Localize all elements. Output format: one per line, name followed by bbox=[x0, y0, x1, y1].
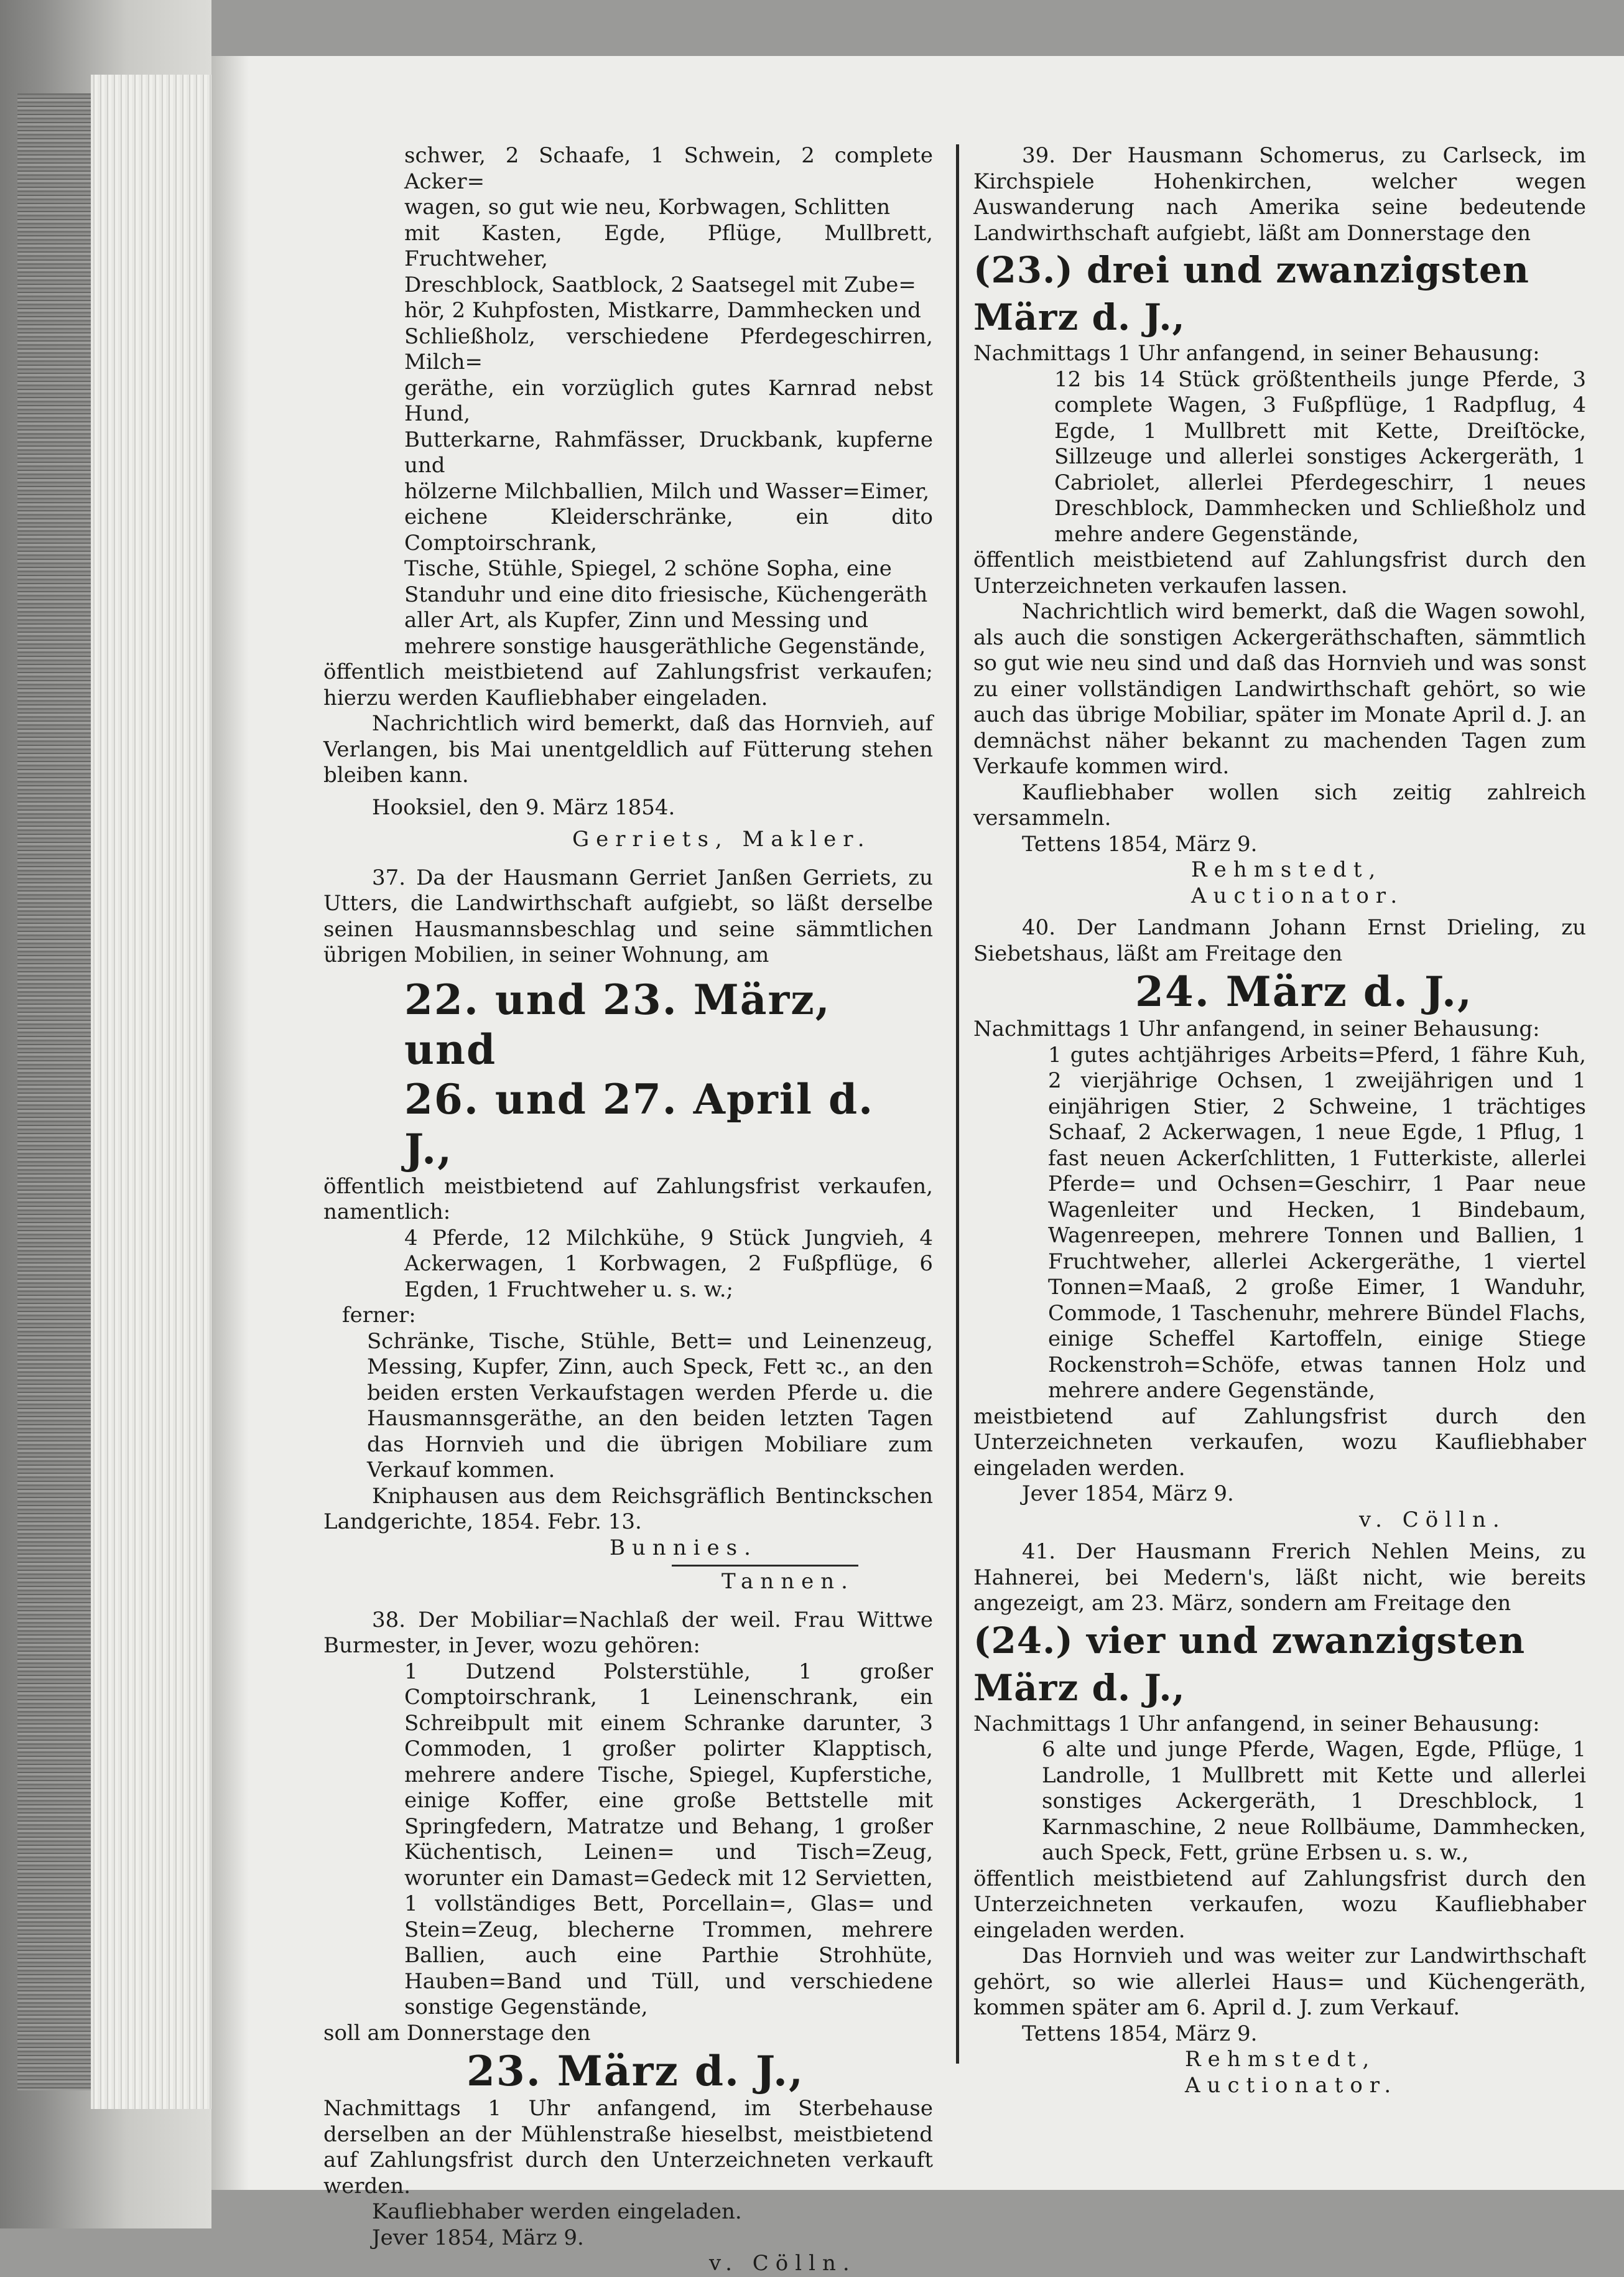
ad38-sale-line: Nachmittags 1 Uhr anfangend, im Sterbehause derselben an der Mühlenstraße hieselbst, meistbietend auf Zahlungsfrist durch den Unterzeichneten verkauft werden. bbox=[323, 2096, 933, 2199]
ad37-items: 4 Pferde, 12 Milchkühe, 9 Stück Jungvieh, 4 Ackerwagen, 1 Korbwagen, 2 Fußpflüge, 6 Egden, 1 Fruchtweher u. s. w.; bbox=[404, 1225, 933, 1302]
intro-line: wagen, so gut wie neu, Korbwagen, Schlitten bbox=[404, 195, 891, 220]
ad37-heading-2: 26. und 27. April d. J., bbox=[404, 1074, 875, 1173]
intro-line: eichene Kleiderschränke, ein dito Comptoirschrank, bbox=[404, 505, 933, 556]
ad39-invite: Kaufliebhaber wollen sich zeitig zahlreich versammeln. bbox=[973, 780, 1586, 831]
right-column bbox=[973, 143, 1586, 2098]
ad41-note: Das Hornvieh und was weiter zur Landwirthschaft gehört, so wie allerlei Haus= und Küchengeräth, kommen später am 6. April d. J. zum Verkauf. bbox=[973, 1944, 1586, 2020]
ad39-date: Tettens 1854, März 9. bbox=[1022, 831, 1258, 857]
gutter-shadow bbox=[211, 56, 249, 2190]
ad38-signature: v. Cölln. bbox=[709, 2251, 856, 2276]
intro-line: aller Art, als Kupfer, Zinn und Messing und bbox=[404, 608, 869, 633]
ad39-items: 12 bis 14 Stück größtentheils junge Pferde, 3 complete Wagen, 3 Fußpflüge, 1 Radpflug, 4 Egde, 1 Mullbrett mit Kette, Dreiſtöcke, Sillzeuge und allerlei sonstiges Ackergeräth, 1 Cabriolet, allerlei Pferdegeschirr, 1 neues Dreschblock, Dammhecken und Schließholz und mehre andere Gegenstände, bbox=[1054, 366, 1586, 547]
left-column bbox=[323, 143, 933, 2277]
ad39-note: Nachrichtlich wird bemerkt, daß die Wagen sowohl, als auch die sonstigen Ackergeräthschaften, sämmtlich so gut wie neu sind und daß das Hornvieh und was sonst zu einer vollständigen Landwirthschaft gehört, so wie auch das übrige Mobiliar, später im Monate April d. J. an demnächst näher bekannt zu machenden Tagen zum Verkaufe kommen wird. bbox=[973, 599, 1586, 779]
intro-items bbox=[323, 143, 933, 659]
ad38-items: 1 Dutzend Polsterstühle, 1 großer Comptoirschrank, 1 Leinenschrank, ein Schreibpult mit einem Schranke darunter, 3 Commoden, 1 großer polirter Klapptisch, mehrere andere Tische, Spiegel, Kupferstiche, einige Koffer, eine große Bettstelle mit Springfedern, Matratze und Behang, 1 großer Küchentisch, Leinen= und Tisch=Zeug, worunter ein Damast=Gedeck mit 12 Servietten, 1 vollständiges Bett, Porcellain=, Glas= und Stein=Zeug, blecherne Trommen, mehrere Ballien, auch eine Parthie Strohhüte, Hauben=Band und Tüll, und verschiedene sonstige Gegenstände, bbox=[404, 1659, 933, 2019]
ad37-further: Schränke, Tische, Stühle, Bett= und Leinenzeug, Messing, Kupfer, Zinn, auch Speck, Fett ꝛc., an den beiden ersten Verkaufstagen werden Pferde u. die Hausmannsgeräthe, an den beiden letzten Tagen das Hornvieh und die übrigen Mobiliare zum Verkauf kommen. bbox=[367, 1328, 933, 1483]
intro-line: Standuhr und eine dito friesische, Küchengeräth bbox=[404, 582, 928, 607]
ad41-items: 6 alte und junge Pferde, Wagen, Egde, Pflüge, 1 Landrolle, 1 Mullbrett mit Kette und allerlei sonstiges Ackergeräth, 1 Dreschblock, 1 Karnmaschine, 2 neue Rollbäume, Dammhecken, auch Speck, Fett, grüne Erbsen u. s. w., bbox=[1042, 1737, 1586, 1865]
ad37-place: Kniphausen aus dem Reichsgräflich Bentinckschen Landgerichte, 1854. Febr. 13. bbox=[323, 1483, 933, 1534]
ad40-heading: 24. März d. J., bbox=[1135, 967, 1473, 1016]
intro-line: Schließholz, verschiedene Pferdegeschirren, Milch= bbox=[404, 324, 933, 375]
intro-line: schwer, 2 Schaafe, 1 Schwein, 2 complete Acker= bbox=[404, 143, 933, 194]
ad37-heading-1: 22. und 23. März, und bbox=[404, 975, 831, 1074]
ad38-heading: 23. März d. J., bbox=[466, 2047, 805, 2095]
ad41-signature: Rehmstedt, Auctionator. bbox=[1185, 2047, 1398, 2098]
page-leaves-edge bbox=[91, 75, 215, 2109]
ad38-invite: Kaufliebhaber werden eingeladen. bbox=[372, 2199, 742, 2224]
ad38-soll: soll am Donnerstage den bbox=[323, 2020, 591, 2046]
marbled-edge bbox=[17, 93, 91, 2090]
ad39-time: Nachmittags 1 Uhr anfangend, in seiner Behausung: bbox=[973, 341, 1540, 366]
intro-line: Tische, Stühle, Spiegel, 2 schöne Sopha, eine bbox=[404, 556, 892, 581]
ad40-date: Jever 1854, März 9. bbox=[1022, 1481, 1234, 1506]
column-divider bbox=[956, 144, 959, 2064]
intro-note: Nachrichtlich wird bemerkt, daß das Hornvieh, auf Verlangen, bis Mai unentgeldlich auf Fütterung stehen bleiben kann. bbox=[323, 711, 933, 788]
ad37-sale-line: öffentlich meistbietend auf Zahlungsfrist verkaufen, namentlich: bbox=[323, 1173, 933, 1224]
intro-line: hölzerne Milchballien, Milch und Wasser=Eimer, bbox=[404, 478, 930, 504]
intro-signature: Gerriets, Makler. bbox=[572, 827, 871, 852]
ad37-opening: 37. Da der Hausmann Gerriet Janßen Gerriets, zu Utters, die Landwirthschaft aufgiebt, so läßt derselbe seinen Hausmannsbeschlag und seine sämmtlichen übrigen Mobilien, in seiner Wohnung, am bbox=[323, 865, 933, 967]
intro-date: Hooksiel, den 9. März 1854. bbox=[372, 794, 675, 820]
ad40-signature: v. Cölln. bbox=[1359, 1507, 1506, 1532]
intro-line: mehrere sonstige hausgeräthliche Gegenstände, bbox=[404, 633, 926, 659]
ad41-sale-line: öffentlich meistbietend auf Zahlungsfrist durch den Unterzeichneten verkaufen, wozu Kaufliebhaber eingeladen werden. bbox=[973, 1866, 1586, 1943]
signature-rule bbox=[672, 1565, 858, 1567]
ad40-sale-line: meistbietend auf Zahlungsfrist durch den Unterzeichneten verkaufen, wozu Kaufliebhaber eingeladen werden. bbox=[973, 1404, 1586, 1481]
ad39-heading: (23.) drei und zwanzigsten März d. J., bbox=[973, 249, 1529, 338]
ad37-signature-2: Tannen. bbox=[722, 1569, 855, 1594]
ad38-date: Jever 1854, März 9. bbox=[372, 2225, 584, 2250]
ad37-signature-1: Bunnies. bbox=[610, 1535, 758, 1560]
ad41-date: Tettens 1854, März 9. bbox=[1022, 2021, 1258, 2046]
ad40-items: 1 gutes achtjähriges Arbeits=Pferd, 1 fähre Kuh, 2 vierjährige Ochsen, 1 zweijährigen und 1 einjährigen Stier, 2 Schweine, 1 trächtiges Schaaf, 2 Ackerwagen, 1 neue Egde, 1 Pflug, 1 fast neuen Ackerſchlitten, 1 Futterkiste, allerlei Pferde= und Ochsen=Geschirr, 1 Paar neue Wagenleiter und Hecken, 1 Bindebaum, Wagenreepen, mehrere Tonnen und Ballien, 1 Fruchtweher, allerlei Ackergeräthe, 1 viertel Tonnen=Maaß, 2 große Eimer, 1 Wanduhr, Commode, 1 Taschenuhr, mehrere Bündel Flachs, einige Scheffel Kartoffeln, einige Stiege Rockenstroh=Schöfe, etwas tannen Holz und mehrere andere Gegenstände, bbox=[1048, 1042, 1586, 1403]
intro-line: Butterkarne, Rahmfässer, Druckbank, kupferne und bbox=[404, 427, 933, 478]
intro-line: mit Kasten, Egde, Pflüge, Mullbrett, Fruchtweher, bbox=[404, 220, 933, 271]
ad40-time: Nachmittags 1 Uhr anfangend, in seiner Behausung: bbox=[973, 1017, 1540, 1041]
intro-sale-line: öffentlich meistbietend auf Zahlungsfrist verkaufen; hierzu werden Kaufliebhaber eingeladen. bbox=[323, 659, 933, 710]
intro-line: hör, 2 Kuhpfosten, Mistkarre, Dammhecken und bbox=[404, 298, 921, 323]
ad40-opening: 40. Der Landmann Johann Ernst Drieling, zu Siebetshaus, läßt am Freitage den bbox=[973, 915, 1586, 966]
ad39-sale-line: öffentlich meistbietend auf Zahlungsfrist durch den Unterzeichneten verkaufen lassen. bbox=[973, 547, 1586, 598]
ad38-opening: 38. Der Mobiliar=Nachlaß der weil. Frau Wittwe Burmester, in Jever, wozu gehören: bbox=[323, 1607, 933, 1658]
ad41-time: Nachmittags 1 Uhr anfangend, in seiner Behausung: bbox=[973, 1711, 1540, 1736]
intro-line: geräthe, ein vorzüglich gutes Karnrad nebst Hund, bbox=[404, 375, 933, 426]
ad37-ferner: ferner: bbox=[342, 1303, 416, 1328]
ad41-heading: (24.) vier und zwanzigsten März d. J., bbox=[973, 1619, 1526, 1709]
ad41-opening: 41. Der Hausmann Frerich Nehlen Meins, zu Hahnerei, bei Medern's, läßt nicht, wie bereits angezeigt, am 23. März, sondern am Freitage den bbox=[973, 1539, 1586, 1616]
intro-line: Dreschblock, Saatblock, 2 Saatsegel mit Zube= bbox=[404, 272, 916, 297]
ad39-signature: Rehmstedt, Auctionator. bbox=[1191, 857, 1404, 908]
ad39-opening: 39. Der Hausmann Schomerus, zu Carlseck, im Kirchspiele Hohenkirchen, welcher wegen Auswanderung nach Amerika seine bedeutende Landwirthschaft aufgiebt, läßt am Donnerstage den bbox=[973, 143, 1586, 246]
